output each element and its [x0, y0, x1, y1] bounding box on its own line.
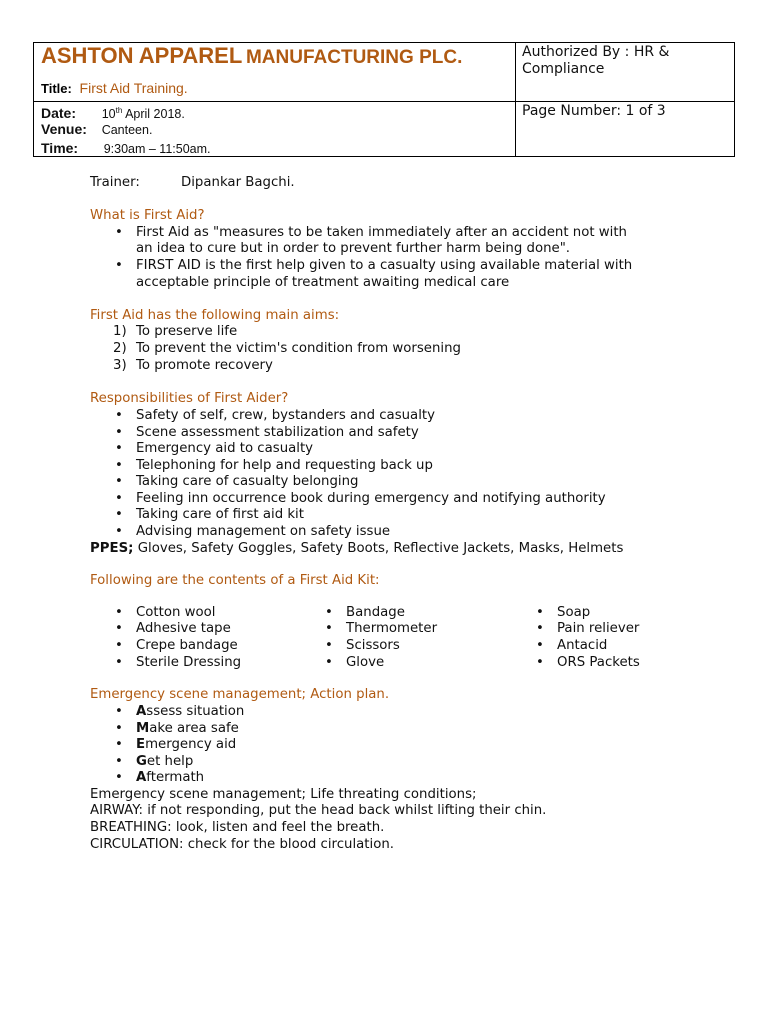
- company-brand: ASHTON APPAREL: [41, 43, 243, 68]
- venue-label: Venue:: [41, 121, 87, 137]
- document-title-row: [41, 80, 188, 98]
- kit-item: • Soap: [557, 605, 590, 622]
- what-is-bullet-2: • FIRST AID is the first help given to a casualty using available material with: [136, 258, 632, 275]
- kit-item: • Crepe bandage: [136, 638, 238, 655]
- aims-item-3: To promote recovery: [136, 358, 273, 373]
- what-is-heading: What is First Aid?: [90, 208, 205, 223]
- time-label: Time:: [41, 140, 79, 156]
- kit-item: • Antacid: [557, 638, 607, 655]
- page-number: Page Number: 1 of 3: [522, 103, 666, 119]
- kit-item: • Bandage: [346, 605, 405, 622]
- responsibility-item: • Telephoning for help and requesting back up: [136, 458, 433, 475]
- ppes-line: [90, 541, 623, 558]
- action-plan-heading: Emergency scene management; Action plan.: [90, 687, 390, 702]
- action-plan-item: • Emergency aid: [136, 737, 236, 754]
- venue-row: [41, 121, 152, 139]
- responsibility-item: • Safety of self, crew, bystanders and casualty: [136, 408, 435, 425]
- header-divider-vertical: [515, 43, 516, 156]
- responsibility-item: • Feeling inn occurrence book during emergency and notifying authority: [136, 491, 606, 508]
- company-name: [41, 43, 463, 68]
- responsibility-item: • Taking care of first aid kit: [136, 507, 304, 524]
- ppes-text: Gloves, Safety Goggles, Safety Boots, Reflective Jackets, Masks, Helmets: [133, 541, 624, 556]
- what-is-bullet-1: • First Aid as "measures to be taken immediately after an accident not with: [136, 225, 627, 242]
- kit-item: • Thermometer: [346, 621, 437, 638]
- kit-heading: Following are the contents of a First Aid Kit:: [90, 573, 380, 588]
- responsibility-item: • Taking care of casualty belonging: [136, 474, 359, 491]
- company-suffix: MANUFACTURING PLC.: [245, 47, 463, 68]
- aims-item-1: To preserve life: [136, 324, 238, 339]
- trainer-label: Trainer:: [90, 175, 140, 190]
- kit-item: • Cotton wool: [136, 605, 215, 622]
- aims-number-1: 1): [113, 324, 127, 339]
- aims-number-3: 3): [113, 358, 127, 373]
- kit-item: • Pain reliever: [557, 621, 639, 638]
- title-label: Title:: [41, 81, 72, 96]
- conditions-line: Emergency scene management; Life threating conditions;: [90, 787, 477, 802]
- kit-item: • Glove: [346, 655, 384, 672]
- header-divider-horizontal: [34, 101, 734, 102]
- trainer-name: Dipankar Bagchi.: [181, 175, 295, 190]
- date-row: [41, 103, 185, 123]
- conditions-line: AIRWAY: if not responding, put the head back whilst lifting their chin.: [90, 803, 547, 818]
- authorized-by: Authorized By : HR & Compliance: [522, 44, 670, 77]
- time-row: [41, 140, 210, 158]
- date-value: 10th April 2018.: [101, 106, 185, 122]
- time-value: 9:30am – 11:50am.: [103, 142, 211, 156]
- action-plan-item: • Assess situation: [136, 704, 244, 721]
- aims-item-2: To prevent the victim's condition from worsening: [136, 341, 461, 356]
- responsibilities-heading: Responsibilities of First Aider?: [90, 391, 289, 406]
- title-value: First Aid Training.: [79, 80, 188, 96]
- aims-number-2: 2): [113, 341, 127, 356]
- conditions-line: BREATHING: look, listen and feel the breath.: [90, 820, 385, 835]
- what-is-bullet-2-cont: acceptable principle of treatment awaiting medical care: [136, 275, 510, 290]
- document-header-table: [33, 42, 735, 157]
- ppes-label: PPES;: [90, 541, 134, 556]
- venue-value: Canteen.: [101, 123, 153, 137]
- action-plan-item: • Make area safe: [136, 721, 239, 738]
- action-plan-item: • Aftermath: [136, 770, 204, 787]
- responsibility-item: • Advising management on safety issue: [136, 524, 390, 541]
- aims-heading: First Aid has the following main aims:: [90, 308, 340, 323]
- action-plan-item: • Get help: [136, 754, 193, 771]
- kit-item: • Sterile Dressing: [136, 655, 241, 672]
- kit-item: • Adhesive tape: [136, 621, 231, 638]
- responsibility-item: • Scene assessment stabilization and safety: [136, 425, 419, 442]
- date-label: Date:: [41, 105, 77, 122]
- kit-item: • Scissors: [346, 638, 400, 655]
- what-is-bullet-1-cont: an idea to cure but in order to prevent further harm being done".: [136, 241, 571, 256]
- responsibility-item: • Emergency aid to casualty: [136, 441, 313, 458]
- kit-item: • ORS Packets: [557, 655, 640, 672]
- conditions-line: CIRCULATION: check for the blood circulation.: [90, 837, 394, 852]
